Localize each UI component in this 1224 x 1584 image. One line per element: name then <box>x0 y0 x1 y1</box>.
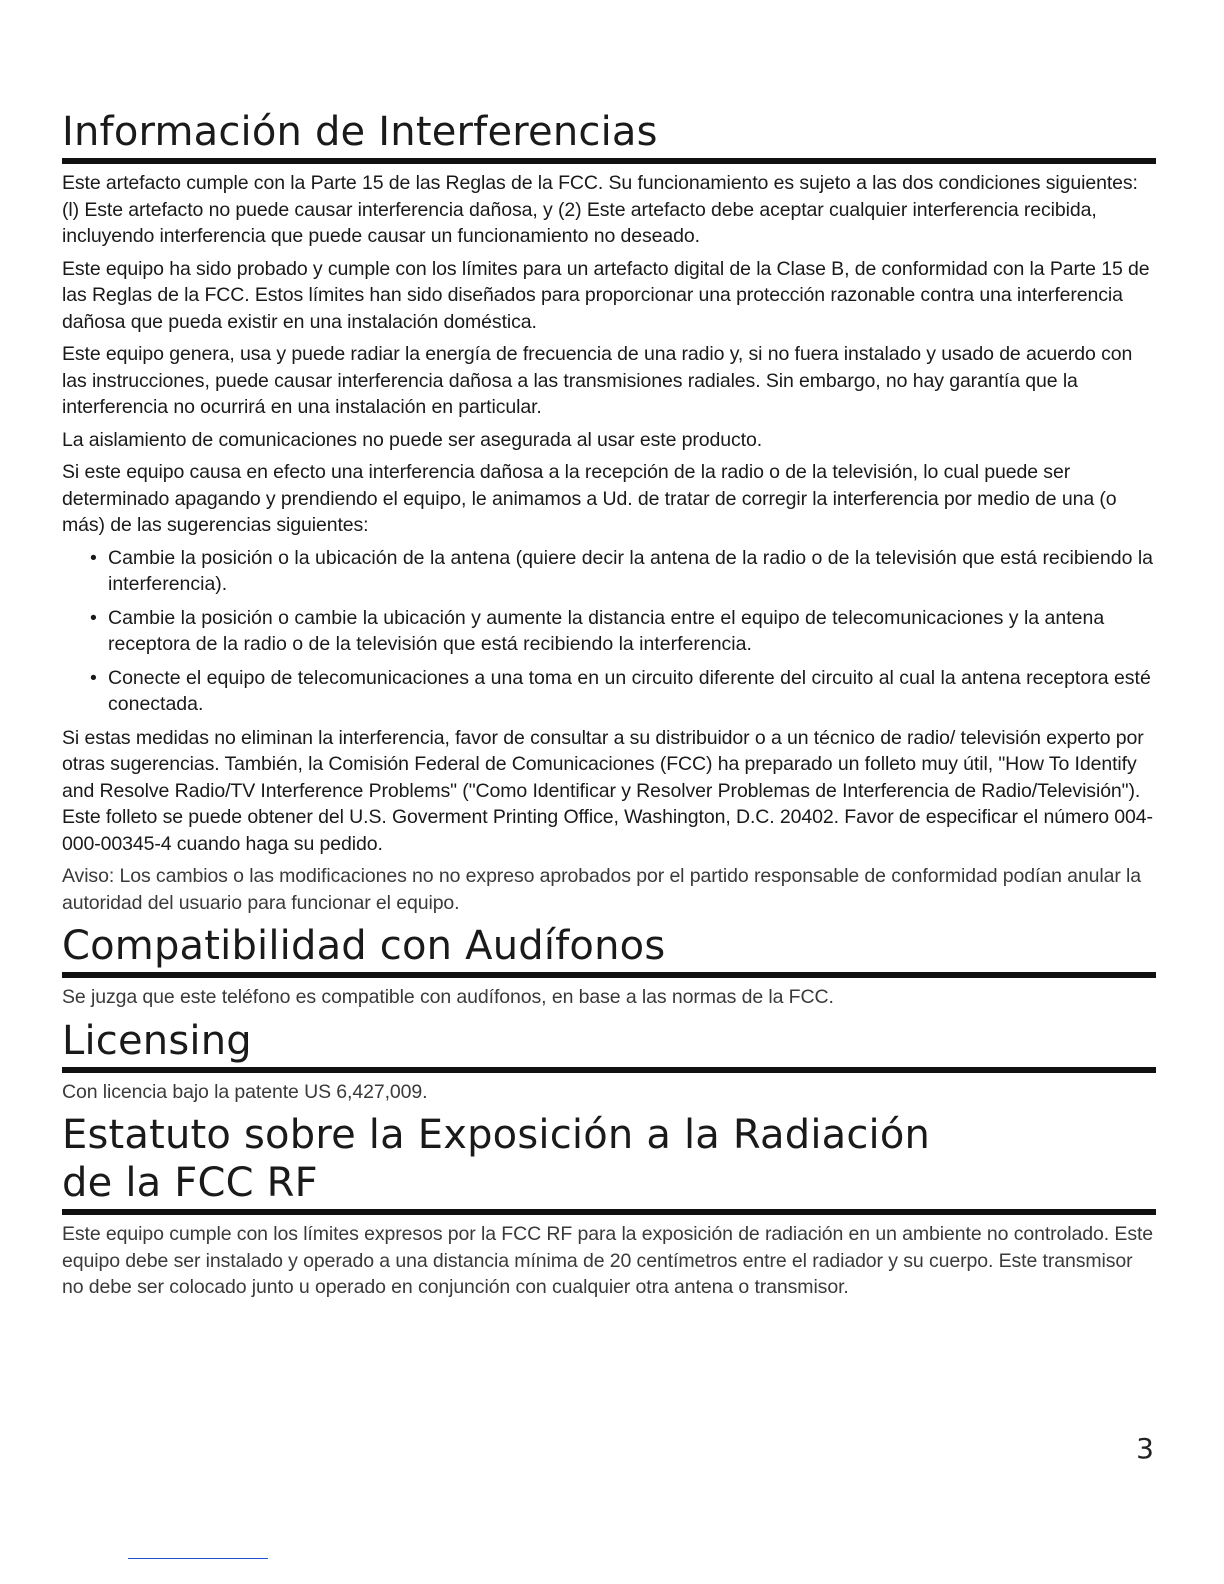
document-page <box>62 108 1156 1307</box>
bullet-icon: • <box>90 606 97 629</box>
notice-paragraph: Aviso: Los cambios o las modificaciones no no expreso aprobados por el partido responsable de conformidad podían anular la autoridad del usuario para funcionar el equipo. <box>62 865 1142 914</box>
licensing-text: Con licencia bajo la patente US 6,427,009. <box>62 1080 428 1103</box>
licensing-heading: Licensing <box>62 1017 1156 1073</box>
page-number: 3 <box>1136 1432 1154 1465</box>
list-item <box>88 545 1156 598</box>
list-item <box>88 605 1156 658</box>
interference-paragraph-1: Este artefacto cumple con la Parte 15 de las Reglas de la FCC. Su funcionamiento es sujeto a las dos condiciones siguientes: (l) Este artefacto no puede causar interferencia dañosa, y (2) Este artefacto debe aceptar cualquier interferencia recibida, incluyendo interferencia que puede causar un funcionamiento no deseado. <box>62 172 1138 247</box>
bullet-icon: • <box>90 546 97 569</box>
rf-exposure-heading <box>62 1111 1156 1215</box>
list-item-text: Cambie la posición o cambie la ubicación y aumente la distancia entre el equipo de telecomunicaciones y la antena receptora de la radio o de la televisión que está recibiendo la interferencia. <box>108 606 1105 655</box>
hearing-aid-section <box>62 922 1156 1011</box>
rf-exposure-heading-line-2: de la FCC RF <box>62 1160 318 1206</box>
interference-paragraph-5: Si este equipo causa en efecto una interferencia dañosa a la recepción de la radio o de la televisión, lo cual puede ser determinado apagando y prendiendo el equipo, le animamos a Ud. de tratar de corregir la interferencia por medio de una (o más) de las sugerencias siguientes: <box>62 461 1117 536</box>
hearing-aid-text: Se juzga que este teléfono es compatible con audífonos, en base a las normas de la FCC. <box>62 986 834 1008</box>
interference-paragraph-4: La aislamiento de comunicaciones no puede ser asegurada al usar este producto. <box>62 428 763 451</box>
list-item-text: Conecte el equipo de telecomunicaciones a una toma en un circuito diferente del circuito al cual la antena receptora esté conectada. <box>108 666 1151 715</box>
interference-section <box>62 108 1156 916</box>
interference-paragraph-2: Este equipo ha sido probado y cumple con los límites para un artefacto digital de la Clase B, de conformidad con la Parte 15 de las Reglas de la FCC. Estos límites han sido diseñados para proporcionar una protección razonable contra una interferencia dañosa que pueda existir en una instalación doméstica. <box>62 257 1150 333</box>
rf-exposure-section <box>62 1111 1156 1301</box>
interference-followup-paragraph: Si estas medidas no eliminan la interferencia, favor de consultar a su distribuidor o a un técnico de radio/ televisión experto por otras sugerencias. También, la Comisión Federal de Comunicaciones (FCC) ha preparado un folleto muy útil, "How To Identify and Resolve Radio/TV Interference Problems" ("Como Identificar y Resolver Problemas de Interferencia de Radio/Televisión"). Este folleto se puede obtener del U.S. Goverment Printing Office, Washington, D.C. 20402. Favor de especificar el número 004-000-00345-4 cuando haga su pedido. <box>62 726 1153 855</box>
bullet-icon: • <box>90 666 97 689</box>
hearing-aid-heading: Compatibilidad con Audífonos <box>62 922 1156 978</box>
rf-exposure-text: Este equipo cumple con los límites expresos por la FCC RF para la exposición de radiación en un ambiente no controlado. Este equipo debe ser instalado y operado a una distancia mínima de 20 centímetros entre el radiador y su cuerpo. Este transmisor no debe ser colocado junto u operado en conjunción con cualquier otra antena o transmisor. <box>62 1223 1154 1298</box>
interference-paragraph-3: Este equipo genera, usa y puede radiar la energía de frecuencia de una radio y, si no fuera instalado y usado de acuerdo con las instrucciones, puede causar interferencia dañosa a las transmisiones radiales. Sin embargo, no hay garantía que la interferencia no ocurrirá en una instalación en particular. <box>62 343 1133 418</box>
footer-divider <box>128 1558 268 1559</box>
list-item <box>88 665 1156 718</box>
suggestion-list <box>62 545 1156 718</box>
interference-heading: Información de Interferencias <box>62 108 1156 164</box>
licensing-section <box>62 1017 1156 1106</box>
list-item-text: Cambie la posición o la ubicación de la antena (quiere decir la antena de la radio o de la televisión que está recibiendo la interferencia). <box>108 546 1154 595</box>
rf-exposure-heading-line-1: Estatuto sobre la Exposición a la Radiación <box>62 1112 931 1158</box>
